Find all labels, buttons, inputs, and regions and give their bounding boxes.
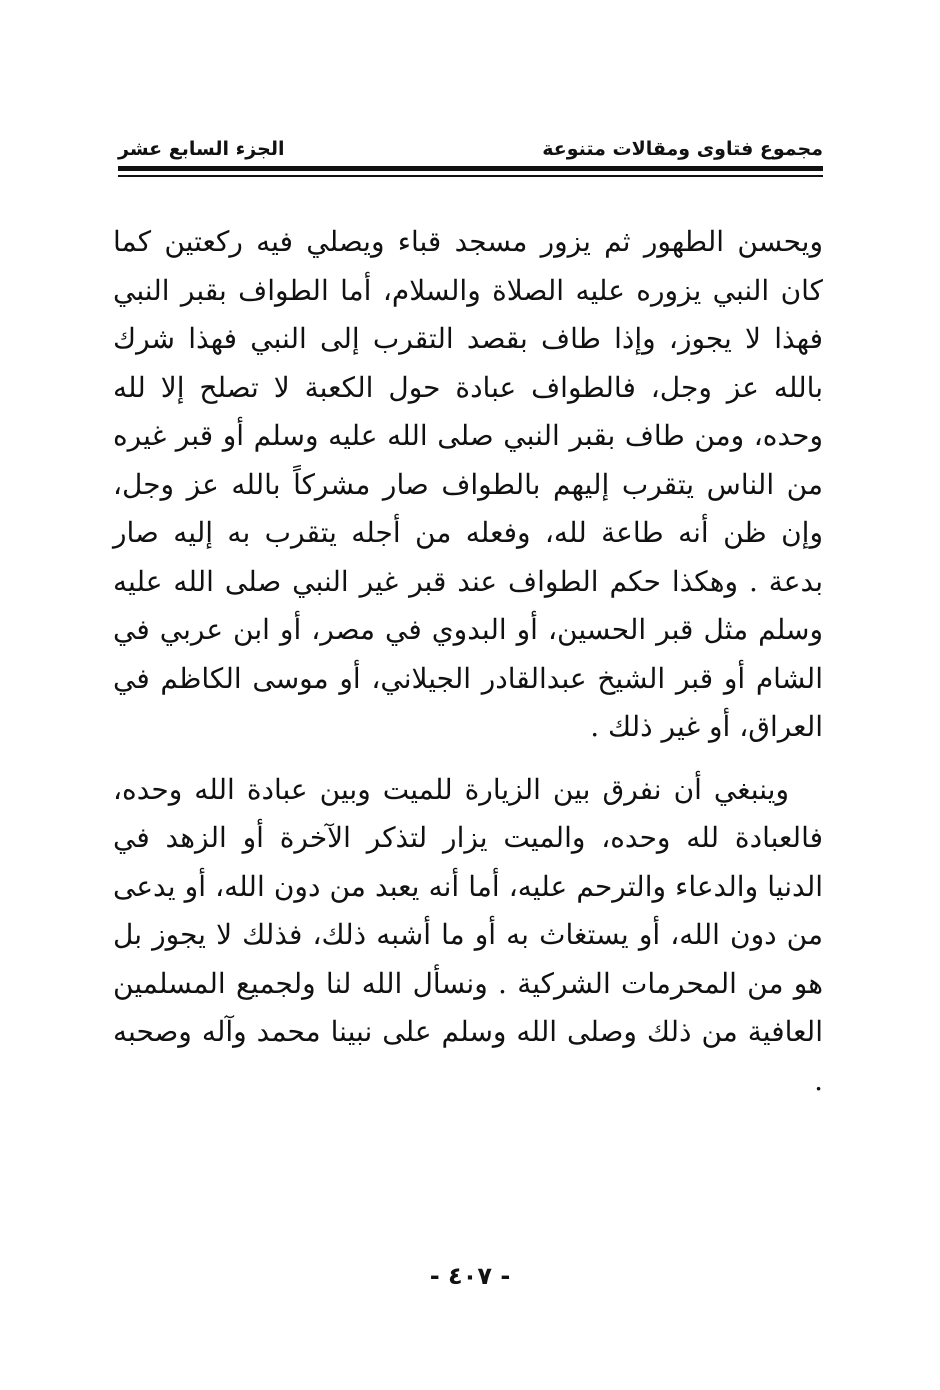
paragraph: ويحسن الطهور ثم يزور مسجد قباء ويصلي فيه ركعتين كما كان النبي يزوره عليه الصلاة والسلام، أما الطواف بقبر النبي فهذا لا يجوز، وإذا طاف بقصد التقرب إلى النبي فهذا شرك بالله عز وجل، فالطواف عبادة حول الكعبة لا تصلح إلا لله وحده، ومن طاف بقبر النبي صلى الله عليه وسلم أو قبر غيره من الناس يتقرب إليهم بالطواف صار مشركاً بالله عز وجل، وإن ظن أنه طاعة لله، وفعله من أجله يتقرب به إليه صار بدعة . وهكذا حكم الطواف عند قبر غير النبي صلى الله عليه وسلم مثل قبر الحسين، أو البدوي في مصر، أو ابن عربي في الشام أو قبر الشيخ عبدالقادر الجيلاني، أو موسى الكاظم في العراق، أو غير ذلك .: [113, 225, 823, 743]
page-number: - ٤٠٧ -: [429, 1262, 511, 1290]
page-body: [113, 218, 823, 1105]
header-rule-thick: [118, 166, 823, 171]
volume-label: الجزء السابع عشر: [118, 138, 285, 160]
running-header: [118, 126, 823, 160]
header-rule-thin: [118, 175, 823, 177]
book-title: مجموع فتاوى ومقالات متنوعة: [542, 138, 823, 160]
paragraph: وينبغي أن نفرق بين الزيارة للميت وبين عبادة الله وحده، فالعبادة لله وحده، والميت يزار لتذكر الآخرة أو الزهد في الدنيا والدعاء والترحم عليه، أما أنه يعبد من دون الله، أو يدعى من دون الله، أو يستغاث به أو ما أشبه ذلك، فذلك لا يجوز بل هو من المحرمات الشركية . ونسأل الله لنا ولجميع المسلمين العافية من ذلك وصلى الله وسلم على نبينا محمد وآله وصحبه .: [113, 772, 823, 1097]
